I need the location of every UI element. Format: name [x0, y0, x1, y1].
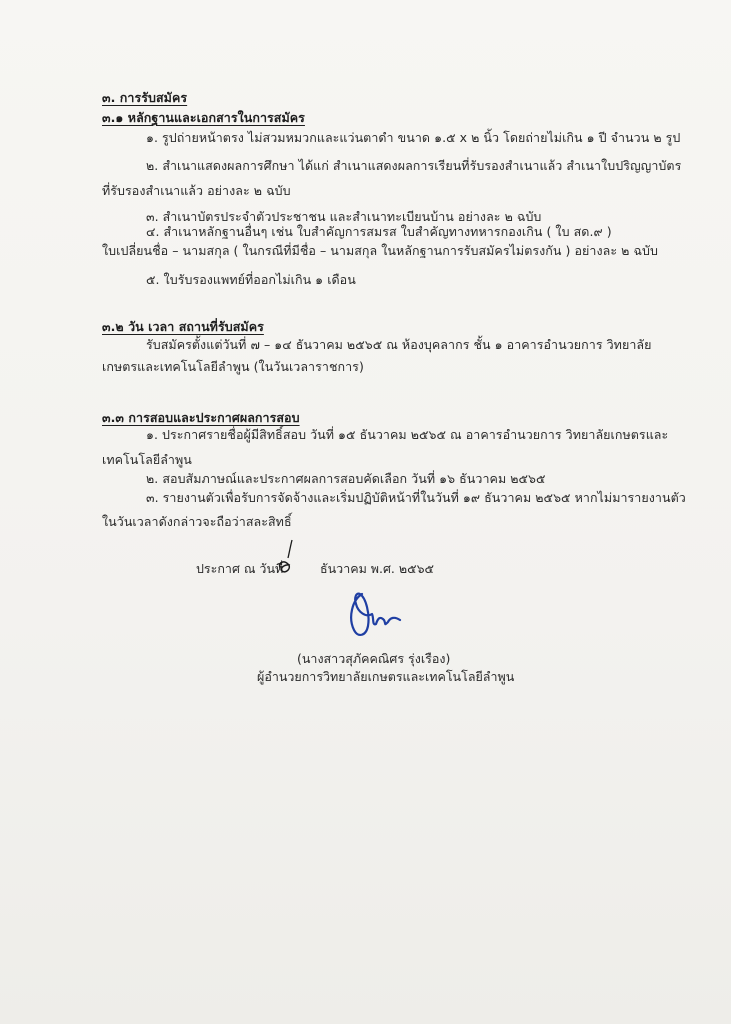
- doc-item-3-1-5: ๕. ใบรับรองแพทย์ที่ออกไม่เกิน ๑ เดือน: [146, 272, 356, 287]
- doc-item-3-1-1: ๑. รูปถ่ายหน้าตรง ไม่สวมหมวกและแว่นตาดำ ขนาด ๑.๕ x ๒ นิ้ว โดยถ่ายไม่เกิน ๑ ปี จำนวน ๒ รูป: [146, 130, 681, 145]
- section-3-2-heading: ๓.๒ วัน เวลา สถานที่รับสมัคร: [102, 319, 264, 334]
- doc-item-3-3-2: ๒. สอบสัมภาษณ์และประกาศผลการสอบคัดเลือก วันที่ ๑๖ ธันวาคม ๒๕๖๕: [146, 471, 546, 486]
- doc-item-3-1-2: ๒. สำเนาแสดงผลการศึกษา ได้แก่ สำเนาแสดงผลการเรียนที่รับรองสำเนาแล้ว สำเนาใบปริญญาบัตร: [146, 158, 682, 173]
- section-3-3-heading: ๓.๓ การสอบและประกาศผลการสอบ: [102, 410, 300, 425]
- doc-item-3-1-4-cont: ใบเปลี่ยนชื่อ – นามสกุล ( ในกรณีที่มีชื่อ – นามสกุล ในหลักฐานการรับสมัครไม่ตรงกัน ) อย่างละ ๒ ฉบับ: [102, 243, 658, 258]
- doc-item-3-3-1: ๑. ประกาศรายชื่อผู้มีสิทธิ์สอบ วันที่ ๑๕ ธันวาคม ๒๕๖๕ ณ อาคารอำนวยการ วิทยาลัยเกษตรและ: [146, 427, 669, 442]
- doc-item-3-3-3-cont: ในวันเวลาดังกล่าวจะถือว่าสละสิทธิ์: [102, 514, 292, 529]
- doc-text-3-2-line2: เกษตรและเทคโนโลยีลำพูน (ในวันเวลาราชการ): [102, 359, 364, 374]
- doc-item-3-1-3: ๓. สำเนาบัตรประจำตัวประชาชน และสำเนาทะเบียนบ้าน อย่างละ ๒ ฉบับ: [146, 209, 542, 224]
- announce-date-prefix: ประกาศ ณ วันที่: [196, 561, 284, 576]
- signatory-name: (นางสาวสุภัคคณิศร รุ่งเรือง): [297, 651, 451, 666]
- section-3-heading: ๓. การรับสมัคร: [102, 90, 188, 105]
- doc-item-3-3-1-cont: เทคโนโลยีลำพูน: [102, 452, 192, 467]
- signatory-position: ผู้อำนวยการวิทยาลัยเกษตรและเทคโนโลยีลำพูน: [257, 669, 515, 684]
- announce-date-suffix: ธันวาคม พ.ศ. ๒๕๖๕: [320, 561, 434, 576]
- doc-item-3-1-2-cont: ที่รับรองสำเนาแล้ว อย่างละ ๒ ฉบับ: [102, 183, 291, 198]
- doc-item-3-1-4: ๔. สำเนาหลักฐานอื่นๆ เช่น ใบสำคัญการสมรส ใบสำคัญทางทหารกองเกิน ( ใบ สด.๙ ): [146, 224, 612, 239]
- handwritten-day: [266, 538, 306, 578]
- section-3-1-heading: ๓.๑ หลักฐานและเอกสารในการสมัคร: [102, 110, 305, 125]
- doc-text-3-2-line1: รับสมัครตั้งแต่วันที่ ๗ – ๑๔ ธันวาคม ๒๕๖๕ ณ ห้องบุคลากร ชั้น ๑ อาคารอำนวยการ วิทยาลัย: [146, 337, 652, 352]
- signature-image: [344, 588, 404, 644]
- doc-item-3-3-3: ๓. รายงานตัวเพื่อรับการจัดจ้างและเริ่มปฏิบัติหน้าที่ในวันที่ ๑๙ ธันวาคม ๒๕๖๕ หากไม่มารายงานตัว: [146, 490, 686, 505]
